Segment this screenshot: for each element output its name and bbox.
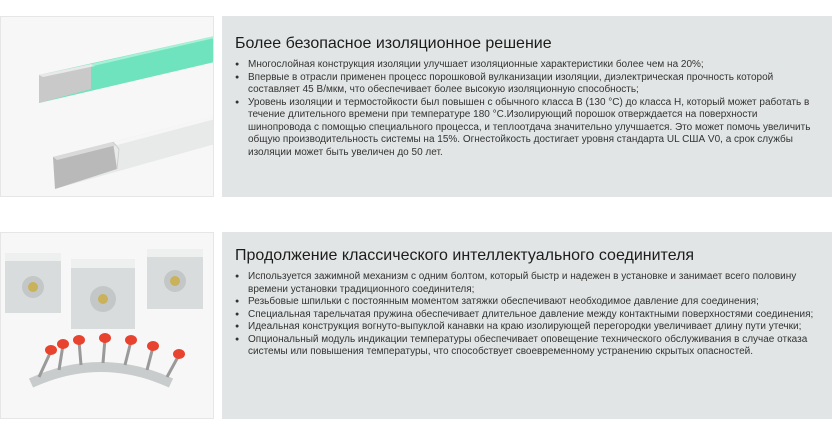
feature-list xyxy=(235,271,818,359)
feature-section-connector xyxy=(0,232,840,419)
list-item: ● Впервые в отрасли применен процесс порошковой вулканизации изоляции, диэлектрическая прочность которой составляет 45 В/мкм, что обеспечивает более высокую изоляционную способность; xyxy=(235,72,818,97)
insulated-busbar-image xyxy=(0,16,214,197)
list-item: ● Резьбовые шпильки с постоянным моментом затяжки обеспечивают необходимое давление для соединения; xyxy=(235,296,818,309)
section-title: Более безопасное изоляционное решение xyxy=(235,35,552,52)
connector-blocks-image xyxy=(0,232,214,419)
list-item: ● Используется зажимной механизм с одним болтом, который быстр и надежен в установке и занимает всего половину времени установки традиционного соединителя; xyxy=(235,271,818,296)
list-item: ● Опциональный модуль индикации температуры обеспечивает оповещение технического обслуживания в случае отказа системы или повышения температуры, что способствует своевременному устранению скрытых опасностей. xyxy=(235,334,818,359)
list-item: ● Специальная тарельчатая пружина обеспечивает длительное давление между контактными поверхностями соединения; xyxy=(235,309,818,322)
connector-text-panel xyxy=(222,232,832,419)
list-item: ● Уровень изоляции и термостойкости был повышен с обычного класса B (130 °C) до класса H, который может работать в течение длительного времени при температуре 180 °C.Изолирующий порошок отверждается на поверхности шинопровода с помощью специального процесса, и теплоотдача значительно улучшается. Это может помочь увеличить общую производительность системы на 15%. Огнестойкость достигает уровня стандарта UL США V0, а срок службы изоляции может быть увеличен до 50 лет. xyxy=(235,97,818,160)
list-item: ● Идеальная конструкция вогнуто-выпуклой канавки на краю изолирующей перегородки увеличивает длину пути утечки; xyxy=(235,321,818,334)
feature-section-insulation xyxy=(0,16,840,197)
insulation-text-panel xyxy=(222,16,832,197)
feature-list xyxy=(235,59,818,159)
list-item: ● Многослойная конструкция изоляции улучшает изоляционные характеристики более чем на 20%; xyxy=(235,59,818,72)
section-title: Продолжение классического интеллектуального соединителя xyxy=(235,247,695,264)
